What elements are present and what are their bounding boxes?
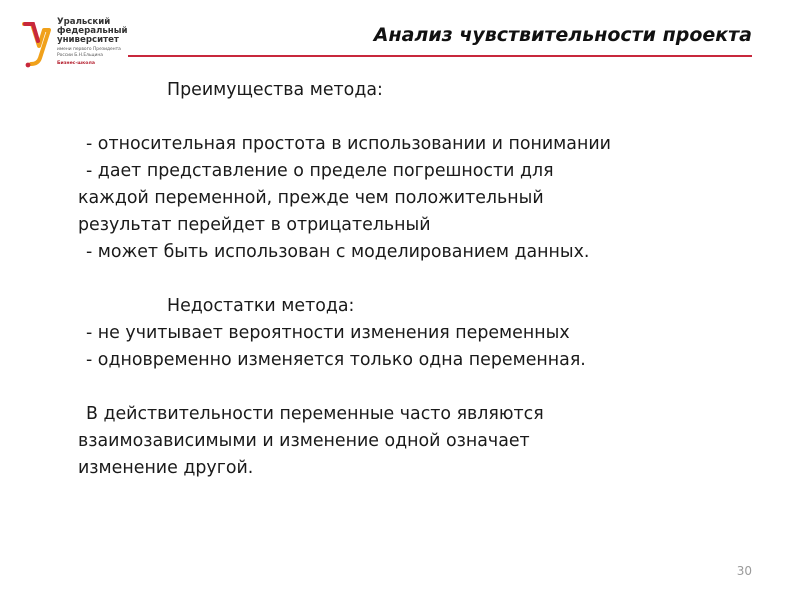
logo-line-3: университет [57,35,119,46]
title-divider [128,55,752,57]
advantage-item-continuation: результат перейдет в отрицательный [78,215,431,235]
slide-content [78,77,758,482]
advantage-item: - может быть использован с моделированием данных. [86,242,590,262]
logo-subtitle-2: России Б.Н.Ельцина [57,52,103,58]
disadvantage-item: - одновременно изменяется только одна переменная. [86,350,586,370]
advantage-item: - относительная простота в использовании и понимании [86,134,611,154]
advantages-heading: Преимущества метода: [167,80,383,100]
logo-text [57,18,137,67]
logo-line-2: федеральный [57,26,128,37]
spacer [78,374,758,401]
slide-title: Анализ чувствительности проекта [373,24,752,46]
urfu-logo-mark-icon [22,20,52,70]
logo-line-1: Уральский [57,17,111,27]
conclusion-line: изменение другой. [78,458,254,478]
conclusion-line: В действительности переменные часто являются [86,404,544,424]
advantage-item: - дает представление о пределе погрешности для [86,161,554,181]
logo-subtitle-1: имени первого Президента [57,46,121,52]
conclusion-line: взаимозависимыми и изменение одной означает [78,431,530,451]
disadvantages-heading: Недостатки метода: [167,296,355,316]
university-logo [22,18,132,74]
spacer [78,104,758,131]
page-number: 30 [736,564,752,578]
spacer [78,266,758,293]
advantage-item-continuation: каждой переменной, прежде чем положительный [78,188,544,208]
disadvantage-item: - не учитывает вероятности изменения переменных [86,323,570,343]
logo-school: Бизнес-школа [57,60,95,66]
